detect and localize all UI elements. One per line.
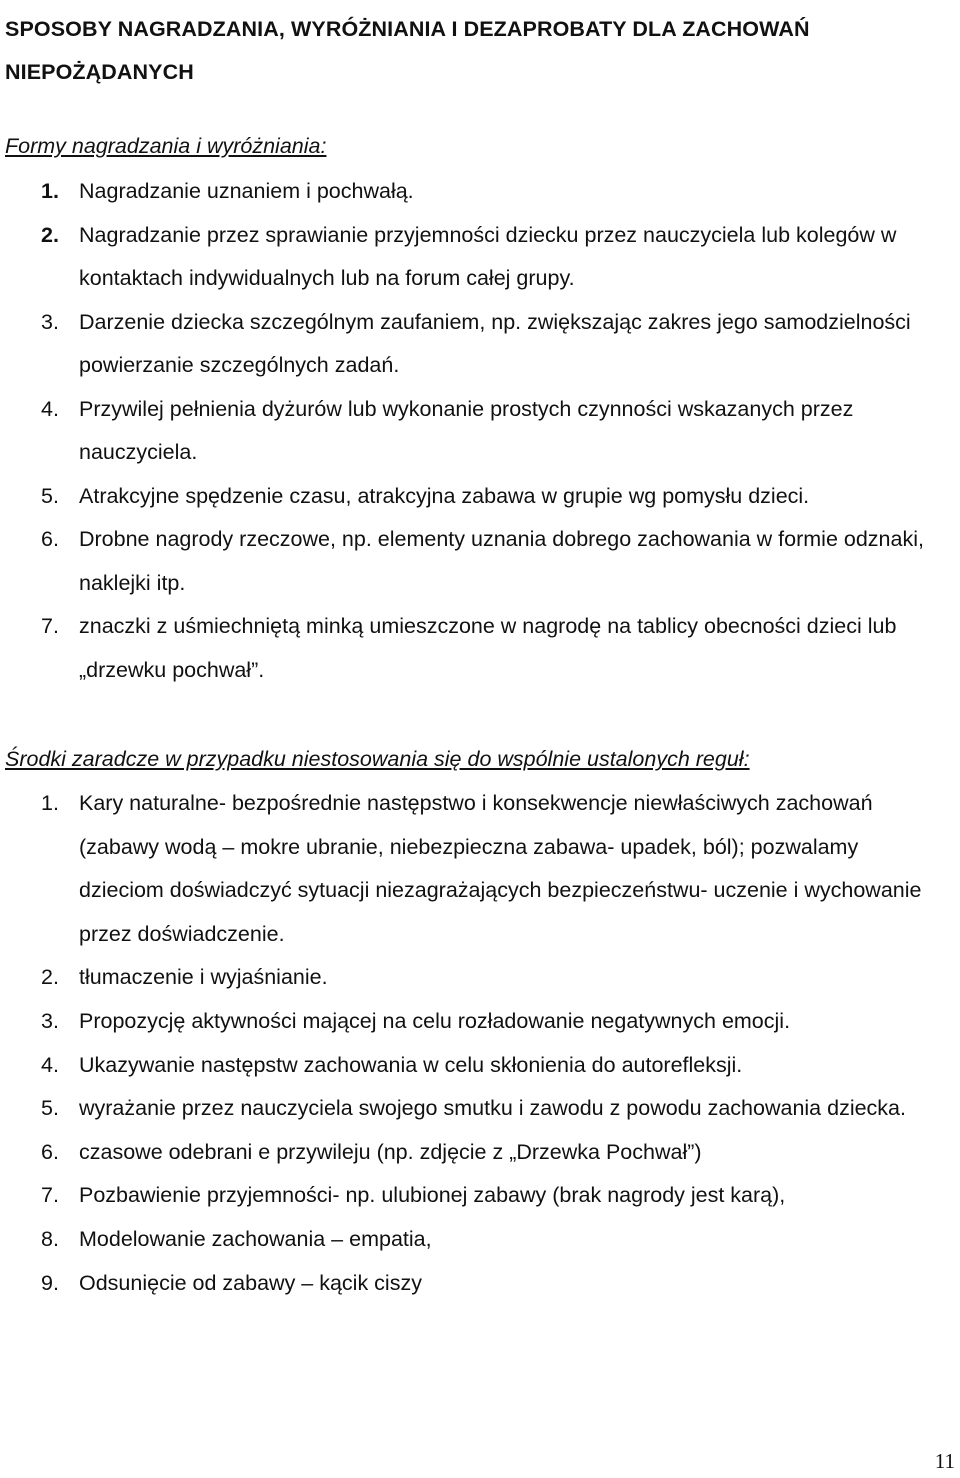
list-item-text: Atrakcyjne spędzenie czasu, atrakcyjna zabawa w grupie wg pomysłu dzieci. [79, 483, 810, 508]
list-item [0, 1044, 934, 1088]
list-item-number: 9. [41, 1270, 59, 1295]
list-item-number: 2. [41, 965, 59, 990]
list-item-number: 5. [41, 483, 59, 508]
list-item [0, 1174, 934, 1218]
list-item-number: 1. [41, 791, 59, 815]
list-item [0, 388, 934, 475]
list-item-number: 7. [41, 614, 59, 638]
list-item-number: 6. [41, 527, 59, 551]
list-item [0, 1262, 934, 1306]
list-item-text: Drobne nagrody rzeczowe, np. elementy uznania dobrego zachowania w formie odznaki, naklejki itp. [79, 527, 924, 595]
list-item-number: 7. [41, 1183, 59, 1208]
list-item-number: 4. [41, 396, 59, 421]
list-item-text: Ukazywanie następstw zachowania w celu skłonienia do autorefleksji. [79, 1052, 743, 1077]
list-item-text: Kary naturalne- bezpośrednie następstwo i konsekwencje niewłaściwych zachowań (zabawy wodą – mokre ubranie, niebezpieczna zabawa- upadek, ból); pozwalamy dzieciom doświadczyć sytuacji niezagrażających bezpieczeństwu- uczenie i wychowanie przez doświadczenie. [79, 791, 922, 946]
list-item-number: 5. [41, 1096, 59, 1121]
document-title: SPOSOBY NAGRADZANIA, WYRÓŻNIANIA I DEZAPROBATY DLA ZACHOWAŃ NIEPOŻĄDANYCH [5, 17, 810, 84]
rewards-heading: Formy nagradzania i wyróżniania: [5, 134, 327, 158]
list-item-text: Modelowanie zachowania – empatia, [79, 1226, 432, 1251]
list-item-text: Pozbawienie przyjemności- np. ulubionej zabawy (brak nagrody jest karą), [79, 1183, 786, 1208]
list-item-text: czasowe odebrani e przywileju (np. zdjęcie z „Drzewka Pochwał”) [79, 1139, 702, 1164]
remedies-list [0, 782, 934, 1305]
list-item-text: Przywilej pełnienia dyżurów lub wykonanie prostych czynności wskazanych przez nauczyciela. [79, 396, 854, 464]
list-item-text: Nagradzanie przez sprawianie przyjemności dziecku przez nauczyciela lub kolegów w kontaktach indywidualnych lub na forum całej grupy. [79, 222, 897, 290]
rewards-list [0, 170, 934, 692]
list-item [0, 475, 934, 519]
list-item [0, 518, 934, 605]
list-item [0, 1000, 934, 1044]
list-item-number: 3. [41, 1008, 59, 1033]
list-item-text: wyrażanie przez nauczyciela swojego smutku i zawodu z powodu zachowania dziecka. [79, 1096, 906, 1121]
list-item [0, 782, 934, 956]
page-number: 11 [934, 1449, 955, 1473]
list-item-number: 8. [41, 1226, 59, 1251]
list-item [0, 605, 934, 692]
remedies-heading: Środki zaradcze w przypadku niestosowania się do wspólnie ustalonych reguł: [5, 747, 750, 771]
list-item-number: 2. [41, 222, 59, 247]
list-item-text: Darzenie dziecka szczególnym zaufaniem, np. zwiększając zakres jego samodzielności powierzanie szczególnych zadań. [79, 309, 911, 377]
list-item-number: 1. [41, 179, 59, 203]
list-item-text: Odsunięcie od zabawy – kącik ciszy [79, 1270, 422, 1295]
list-item-text: Propozycję aktywności mającej na celu rozładowanie negatywnych emocji. [79, 1008, 791, 1033]
list-item [0, 1218, 934, 1262]
list-item [0, 170, 934, 214]
list-item [0, 956, 934, 1000]
list-item [0, 214, 934, 301]
list-item-number: 6. [41, 1139, 59, 1164]
list-item-text: Nagradzanie uznaniem i pochwałą. [79, 179, 414, 203]
list-item-number: 4. [41, 1052, 59, 1077]
list-item [0, 1087, 934, 1131]
list-item [0, 301, 934, 388]
list-item-text: znaczki z uśmiechniętą minką umieszczone w nagrodę na tablicy obecności dzieci lub „drzewku pochwał”. [79, 614, 897, 682]
list-item [0, 1131, 934, 1175]
list-item-number: 3. [41, 309, 59, 334]
list-item-text: tłumaczenie i wyjaśnianie. [79, 965, 328, 990]
